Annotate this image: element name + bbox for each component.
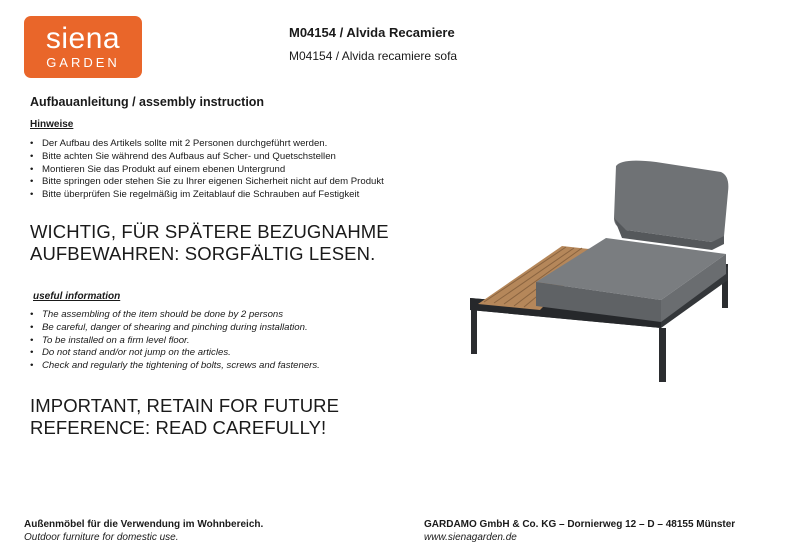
warning-line: IMPORTANT, RETAIN FOR FUTURE xyxy=(30,395,340,416)
product-image xyxy=(456,152,744,388)
footer-right xyxy=(424,518,735,544)
logo-sub: GARDEN xyxy=(46,55,120,70)
footer-website-link[interactable]: www.sienagarden.de xyxy=(424,532,517,543)
warning-english xyxy=(30,395,339,439)
frame-leg xyxy=(659,328,666,382)
warning-line: WICHTIG, FÜR SPÄTERE BEZUGNAHME xyxy=(30,221,389,242)
list-item: • Be careful, danger of shearing and pinching during installation. xyxy=(30,322,320,335)
footer-address: GARDAMO GmbH & Co. KG – Dornierweg 12 – D – 48155 Münster xyxy=(424,519,736,530)
footer-usage-en: Outdoor furniture for domestic use. xyxy=(24,532,179,543)
footer-left xyxy=(24,518,263,544)
frame-leg xyxy=(471,310,477,354)
hints-title: Hinweise xyxy=(30,119,74,130)
list-item: • Do not stand and/or not jump on the articles. xyxy=(30,347,320,360)
product-title: M04154 / Alvida Recamiere xyxy=(289,25,455,40)
brand-logo xyxy=(24,16,142,78)
list-item: • Bitte springen oder stehen Sie zu Ihrer eigenen Sicherheit nicht auf dem Produkt xyxy=(30,176,384,189)
list-item: • The assembling of the item should be done by 2 persons xyxy=(30,309,320,322)
list-item: • Bitte achten Sie während des Aufbaus auf Scher- und Quetschstellen xyxy=(30,151,384,164)
useful-title: useful information xyxy=(33,291,121,302)
logo-brand: siena xyxy=(45,22,121,55)
hints-list xyxy=(30,138,384,202)
product-subtitle: M04154 / Alvida recamiere sofa xyxy=(289,49,458,63)
list-item: • Bitte überprüfen Sie regelmäßig im Zeitablauf die Schrauben auf Festigkeit xyxy=(30,189,384,202)
list-item: • Check and regularly the tightening of bolts, screws and fasteners. xyxy=(30,360,320,373)
warning-line: AUFBEWAHREN: SORGFÄLTIG LESEN. xyxy=(30,243,376,264)
warning-german xyxy=(30,221,389,265)
back-cushion xyxy=(614,161,728,243)
useful-list xyxy=(30,309,320,373)
list-item: • Montieren Sie das Produkt auf einem ebenen Untergrund xyxy=(30,164,384,177)
list-item: • Der Aufbau des Artikels sollte mit 2 Personen durchgeführt werden. xyxy=(30,138,384,151)
section-title: Aufbauanleitung / assembly instruction xyxy=(30,95,265,109)
footer-usage-de: Außenmöbel für die Verwendung im Wohnbereich. xyxy=(24,519,264,530)
warning-line: REFERENCE: READ CAREFULLY! xyxy=(30,417,327,438)
list-item: • To be installed on a firm level floor. xyxy=(30,335,320,348)
